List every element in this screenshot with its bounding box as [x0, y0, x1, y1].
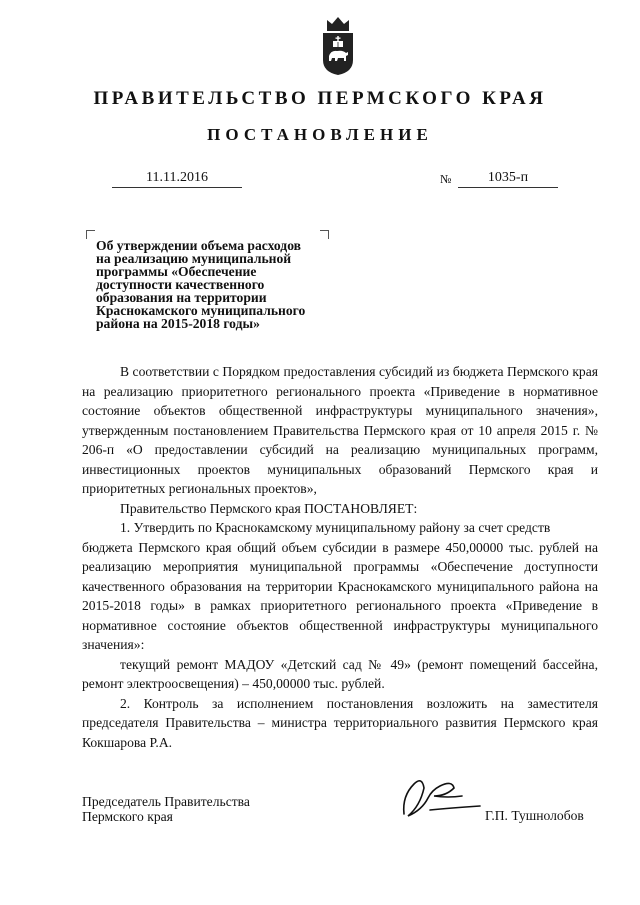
subject-line: Об утверждении объема расходов — [96, 238, 301, 253]
document-body — [82, 362, 598, 752]
signature — [392, 766, 492, 826]
subject-line: программы «Обеспечение — [96, 264, 257, 279]
subject-line: района на 2015-2018 годы» — [96, 316, 260, 331]
subject-line: на реализацию муниципальной — [96, 251, 292, 266]
document-subject — [96, 239, 341, 330]
preamble-paragraph: В соответствии с Порядком предоставления субсидий из бюджета Пермского края на реализацию приоритетного регионального проекта «Приведение в нормативное состояние объектов общественной инфраструктуры муниципального значения», утвержденным постановлением Правительства Пермского края от 10 апреля 2015 г. № 206-п «О предоставлении субсидий на реализацию муниципальных программ, инвестиционных проектов муниципальных образований Пермского края и приоритетных региональных проектов», — [82, 364, 598, 496]
coat-of-arms-icon — [319, 14, 357, 76]
signer-name: Г.П. Тушнолобов — [485, 808, 584, 823]
document-date: 11.11.2016 — [112, 170, 242, 188]
subject-bracket-left — [86, 230, 95, 239]
organization-title: ПРАВИТЕЛЬСТВО ПЕРМСКОГО КРАЯ — [93, 88, 547, 109]
subject-line: образования на территории — [96, 290, 267, 305]
document-type: ПОСТАНОВЛЕНИЕ — [207, 125, 433, 144]
item-1-first-line: 1. Утвердить по Краснокамскому муниципальному району за счет средств — [120, 520, 551, 535]
item-1-paragraph: бюджета Пермского края общий объем субсидии в размере 450,00000 тыс. рублей на реализацию мероприятия муниципальной программы «Обеспечение доступности качественного образования на территории Краснокамского муниципального района на 2015-2018 годы» в рамках приоритетного регионального проекта «Приведение в нормативное состояние объектов общественной инфраструктуры муниципального значения»: — [82, 539, 598, 652]
signer-position-line: Пермского края — [82, 809, 173, 824]
signer-position-line: Председатель Правительства — [82, 794, 250, 809]
subject-line: доступности качественного — [96, 277, 265, 292]
item-1-detail-paragraph: текущий ремонт МАДОУ «Детский сад № 49» (ремонт помещений бассейна, ремонт электроосвещения) – 450,00000 тыс. рублей. — [82, 656, 598, 691]
resolution-paragraph: Правительство Пермского края ПОСТАНОВЛЯЕТ: — [120, 500, 418, 516]
item-2-paragraph: 2. Контроль за исполнением постановления возложить на заместителя председателя Правительства – министра территориального развития Пермского края Кокшарова Р.А. — [82, 695, 598, 750]
number-sign: № — [440, 172, 452, 186]
document-number: 1035-п — [458, 170, 558, 188]
signer-position — [82, 794, 250, 824]
subject-line: Краснокамского муниципального — [96, 303, 306, 318]
subject-bracket-right — [320, 230, 329, 239]
